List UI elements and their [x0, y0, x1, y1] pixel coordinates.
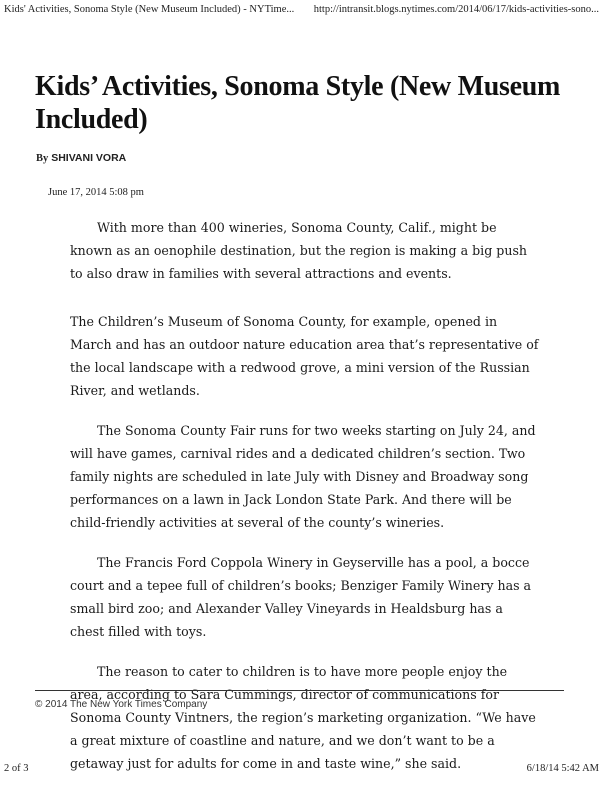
article-timestamp: June 17, 2014 5:08 pm: [48, 187, 144, 198]
byline: [36, 152, 126, 164]
article-paragraph: The Sonoma County Fair runs for two weeks starting on July 24, and will have games, carnival rides and a dedicated children’s section. Two family nights are scheduled in late July with Disney and Broadway song performances on a lawn in Jack London State Park. And there will be child-friendly activities at several of the county’s wineries.: [70, 423, 536, 530]
author-link[interactable]: SHIVANI VORA: [51, 152, 127, 164]
print-page-number: 2 of 3: [4, 763, 29, 774]
print-datetime: 6/18/14 5:42 AM: [526, 763, 599, 774]
article-paragraph: The reason to cater to children is to have more people enjoy the area, according to Sara Cummings, director of communications for Sonoma County Vintners, the region’s marketing organization. “We have a great mixture of coastline and nature, and we don’t want to be a getaway just for adults for come in and taste wine,” she said.: [70, 664, 536, 771]
print-footer: [4, 763, 599, 774]
article-paragraph: With more than 400 wineries, Sonoma County, Calif., might be known as an oenophile destination, but the region is making a big push to also draw in families with several attractions and events.: [70, 220, 528, 281]
footer-divider: [35, 690, 564, 691]
article-paragraph: The Children’s Museum of Sonoma County, for example, opened in March and has an outdoor nature education area that’s representative of the local landscape with a redwood grove, a mini version of the Russian River, and wetlands.: [70, 314, 539, 398]
article-paragraph: The Francis Ford Coppola Winery in Geyserville has a pool, a bocce court and a tepee full of children’s books; Benziger Family Winery has a small bird zoo; and Alexander Valley Vineyards in Healdsburg has a chest filled with toys.: [70, 555, 532, 639]
byline-prefix: By: [36, 153, 49, 164]
copyright-notice: © 2014 The New York Times Company: [35, 699, 208, 710]
print-page-title: Kids' Activities, Sonoma Style (New Museum Included) - NYTime...: [4, 4, 295, 15]
article-headline: Kids’ Activities, Sonoma Style (New Museum Included): [35, 71, 561, 135]
print-header: [4, 4, 599, 15]
print-url: http://intransit.blogs.nytimes.com/2014/06/17/kids-activities-sono...: [313, 4, 599, 15]
